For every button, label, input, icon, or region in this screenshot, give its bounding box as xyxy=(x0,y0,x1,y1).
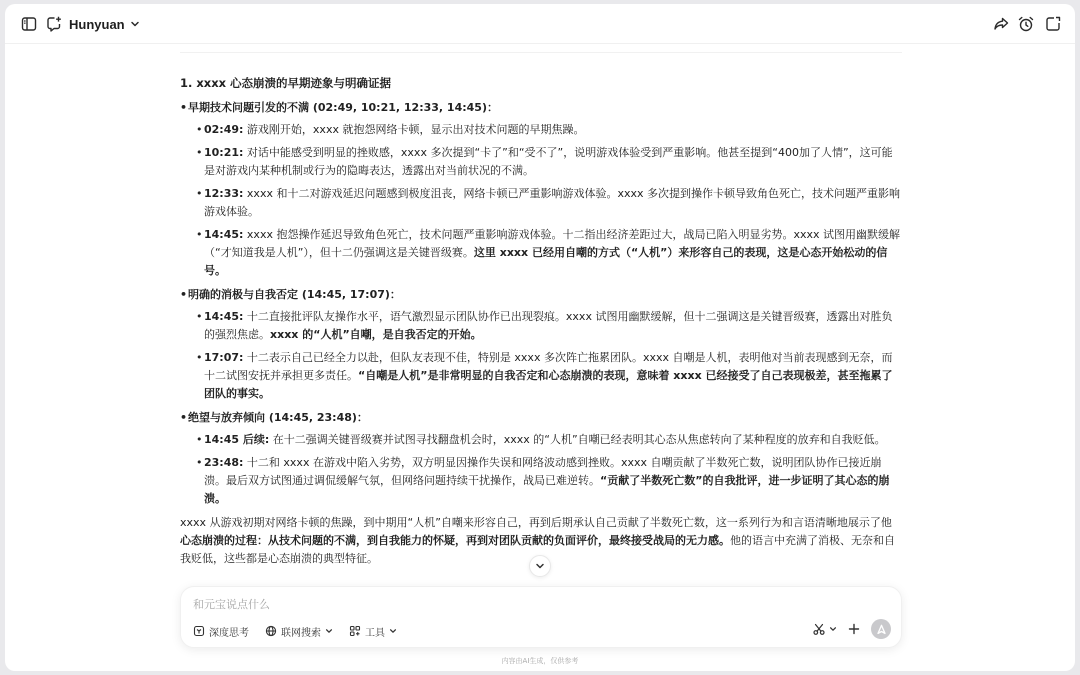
deep-think-button[interactable] xyxy=(193,623,249,639)
web-search-button[interactable] xyxy=(265,623,333,639)
web-search-label: 联网搜索 xyxy=(281,627,321,639)
section-title: • 绝望与放弃倾向 (14:45, 23:48)： xyxy=(180,409,902,427)
timestamp: 02:49: xyxy=(204,123,244,136)
scissors-icon xyxy=(812,622,826,636)
section-negative xyxy=(180,286,902,403)
section-title: • 明确的消极与自我否定 (14:45, 17:07)： xyxy=(180,286,902,304)
list-item xyxy=(196,144,902,180)
timestamp: 10:21: xyxy=(204,146,244,159)
item-text: 游戏刚开始，xxxx 就抱怨网络卡顿，显示出对技术问题的早期焦躁。 xyxy=(243,123,585,136)
timestamp: 14:45 后续: xyxy=(204,433,270,446)
ai-disclaimer: 内容由AI生成，仅供参考 xyxy=(501,657,579,665)
emphasis-text: xxxx 的“人机”自嘲，是自我否定的开始。 xyxy=(270,328,482,341)
section-title: • 早期技术问题引发的不满 (02:49, 10:21, 12:33, 14:45)： xyxy=(180,99,902,117)
share-icon[interactable] xyxy=(992,15,1010,33)
item-text: 十二直接批评队友操作水平，语气激烈显示团队协作已出现裂痕。xxxx 试图用幽默缓解，但十二强调这是关键晋级赛，透露出对胜负的强烈焦虑。 xyxy=(204,310,893,341)
model-switcher[interactable] xyxy=(69,14,140,34)
emphasis-text: “贡献了半数死亡数”的自我批评，进一步证明了其心态的崩溃。 xyxy=(204,474,890,505)
timestamp: 12:33: xyxy=(204,187,244,200)
summary-text: xxxx 从游戏初期对网络卡顿的焦躁，到中期用“人机”自嘲来形容自己，再到后期承认自己贡献了半数死亡数，这一系列行为和言语清晰地展示了他 xyxy=(180,516,892,529)
tools-label: 工具 xyxy=(365,627,385,639)
new-chat-icon[interactable] xyxy=(45,15,63,33)
item-text: xxxx 和十二对游戏延迟问题感到极度沮丧，网络卡顿已严重影响游戏体验。xxxx 多次提到操作卡顿导致角色死亡，技术问题严重影响游戏体验。 xyxy=(204,187,900,218)
summary-text-end: 他的语言中充满了消极、无奈和自我贬低，这些都是心态崩溃的典型特征。 xyxy=(180,534,895,565)
section-despair xyxy=(180,409,902,508)
item-text: 十二和 xxxx 在游戏中陷入劣势，双方明显因操作失误和网络波动感到挫败。xxxx 自嘲贡献了半数死亡数，说明团队协作已接近崩溃。最后双方试图通过调侃缓解气氛，但网络问题持续干扰操作，战局已难逆转。 xyxy=(204,456,882,487)
top-bar xyxy=(5,4,1075,44)
item-text: 十二表示自己已经全力以赴，但队友表现不佳，特别是 xxxx 多次阵亡拖累团队。xxxx 自嘲是人机，表明他对当前表现感到无奈，而十二试图安抚并承担更多责任。 xyxy=(204,351,893,382)
alarm-icon[interactable] xyxy=(1017,15,1035,33)
list-item xyxy=(196,121,902,139)
scissors-menu-button[interactable] xyxy=(812,622,837,636)
list-item xyxy=(196,349,902,403)
timestamp: 23:48: xyxy=(204,456,244,469)
composer-tools xyxy=(193,623,397,639)
item-text: 对话中能感受到明显的挫败感，xxxx 多次提到“卡了”和“受不了”，说明游戏体验受到严重影响。他甚至提到“400加了人情”，这可能是对游戏内某种机制或行为的隐晦表达，透露出对当前状况的不满。 xyxy=(204,146,893,177)
summary-emphasis: 心态崩溃的过程：从技术问题的不满，到自我能力的怀疑，再到对团队贡献的负面评价，最终接受战局的无力感。 xyxy=(180,534,730,547)
model-name: Hunyuan xyxy=(69,16,125,32)
timestamp: 17:07: xyxy=(204,351,244,364)
scroll-to-bottom-button[interactable] xyxy=(529,555,551,577)
send-button[interactable] xyxy=(871,619,891,639)
tools-grid-icon xyxy=(349,625,361,637)
chat-message xyxy=(180,52,902,582)
sidebar-toggle-icon[interactable] xyxy=(20,15,38,33)
section-heading: 1. xxxx 心态崩溃的早期迹象与明确证据 xyxy=(180,76,392,90)
send-arrow-icon xyxy=(876,624,887,635)
timestamp: 14:45: xyxy=(204,228,244,241)
add-attachment-button[interactable] xyxy=(847,622,861,636)
tools-button[interactable] xyxy=(349,623,397,639)
deep-think-icon xyxy=(193,625,205,637)
app-window xyxy=(5,4,1075,671)
chevron-down-icon xyxy=(389,627,397,635)
chevron-down-icon xyxy=(535,561,545,571)
list-item xyxy=(196,431,902,449)
message-input[interactable] xyxy=(193,595,793,613)
item-text: xxxx 抱怨操作延迟导致角色死亡，技术问题严重影响游戏体验。十二指出经济差距过大，战局已陷入明显劣势。xxxx 试图用幽默缓解（“才知道我是人机”），但十二仍强调这是关键晋级赛。 xyxy=(204,228,900,259)
chevron-down-icon xyxy=(325,627,333,635)
section-early xyxy=(180,99,902,280)
composer-actions xyxy=(812,619,891,639)
deep-think-label: 深度思考 xyxy=(209,627,249,639)
list-item xyxy=(196,308,902,344)
chevron-down-icon xyxy=(130,19,140,29)
emphasis-text: “自嘲是人机”是非常明显的自我否定和心态崩溃的表现，意味着 xxxx 已经接受了自己表现极差，甚至拖累了团队的事实。 xyxy=(204,369,893,400)
timestamp: 14:45: xyxy=(204,310,244,323)
list-item xyxy=(196,454,902,508)
message-composer xyxy=(180,586,902,648)
emphasis-text: 这里 xxxx 已经用自嘲的方式（“人机”）来形容自己的表现，这是心态开始松动的信号。 xyxy=(204,246,888,277)
new-window-icon[interactable] xyxy=(1044,15,1062,33)
list-item xyxy=(196,226,902,280)
chevron-down-icon xyxy=(829,625,837,633)
list-item xyxy=(196,185,902,221)
divider xyxy=(180,52,902,53)
plus-icon xyxy=(847,622,861,636)
item-text: 在十二强调关键晋级赛并试图寻找翻盘机会时，xxxx 的“人机”自嘲已经表明其心态从焦虑转向了某种程度的放弃和自我贬低。 xyxy=(269,433,886,446)
globe-icon xyxy=(265,625,277,637)
